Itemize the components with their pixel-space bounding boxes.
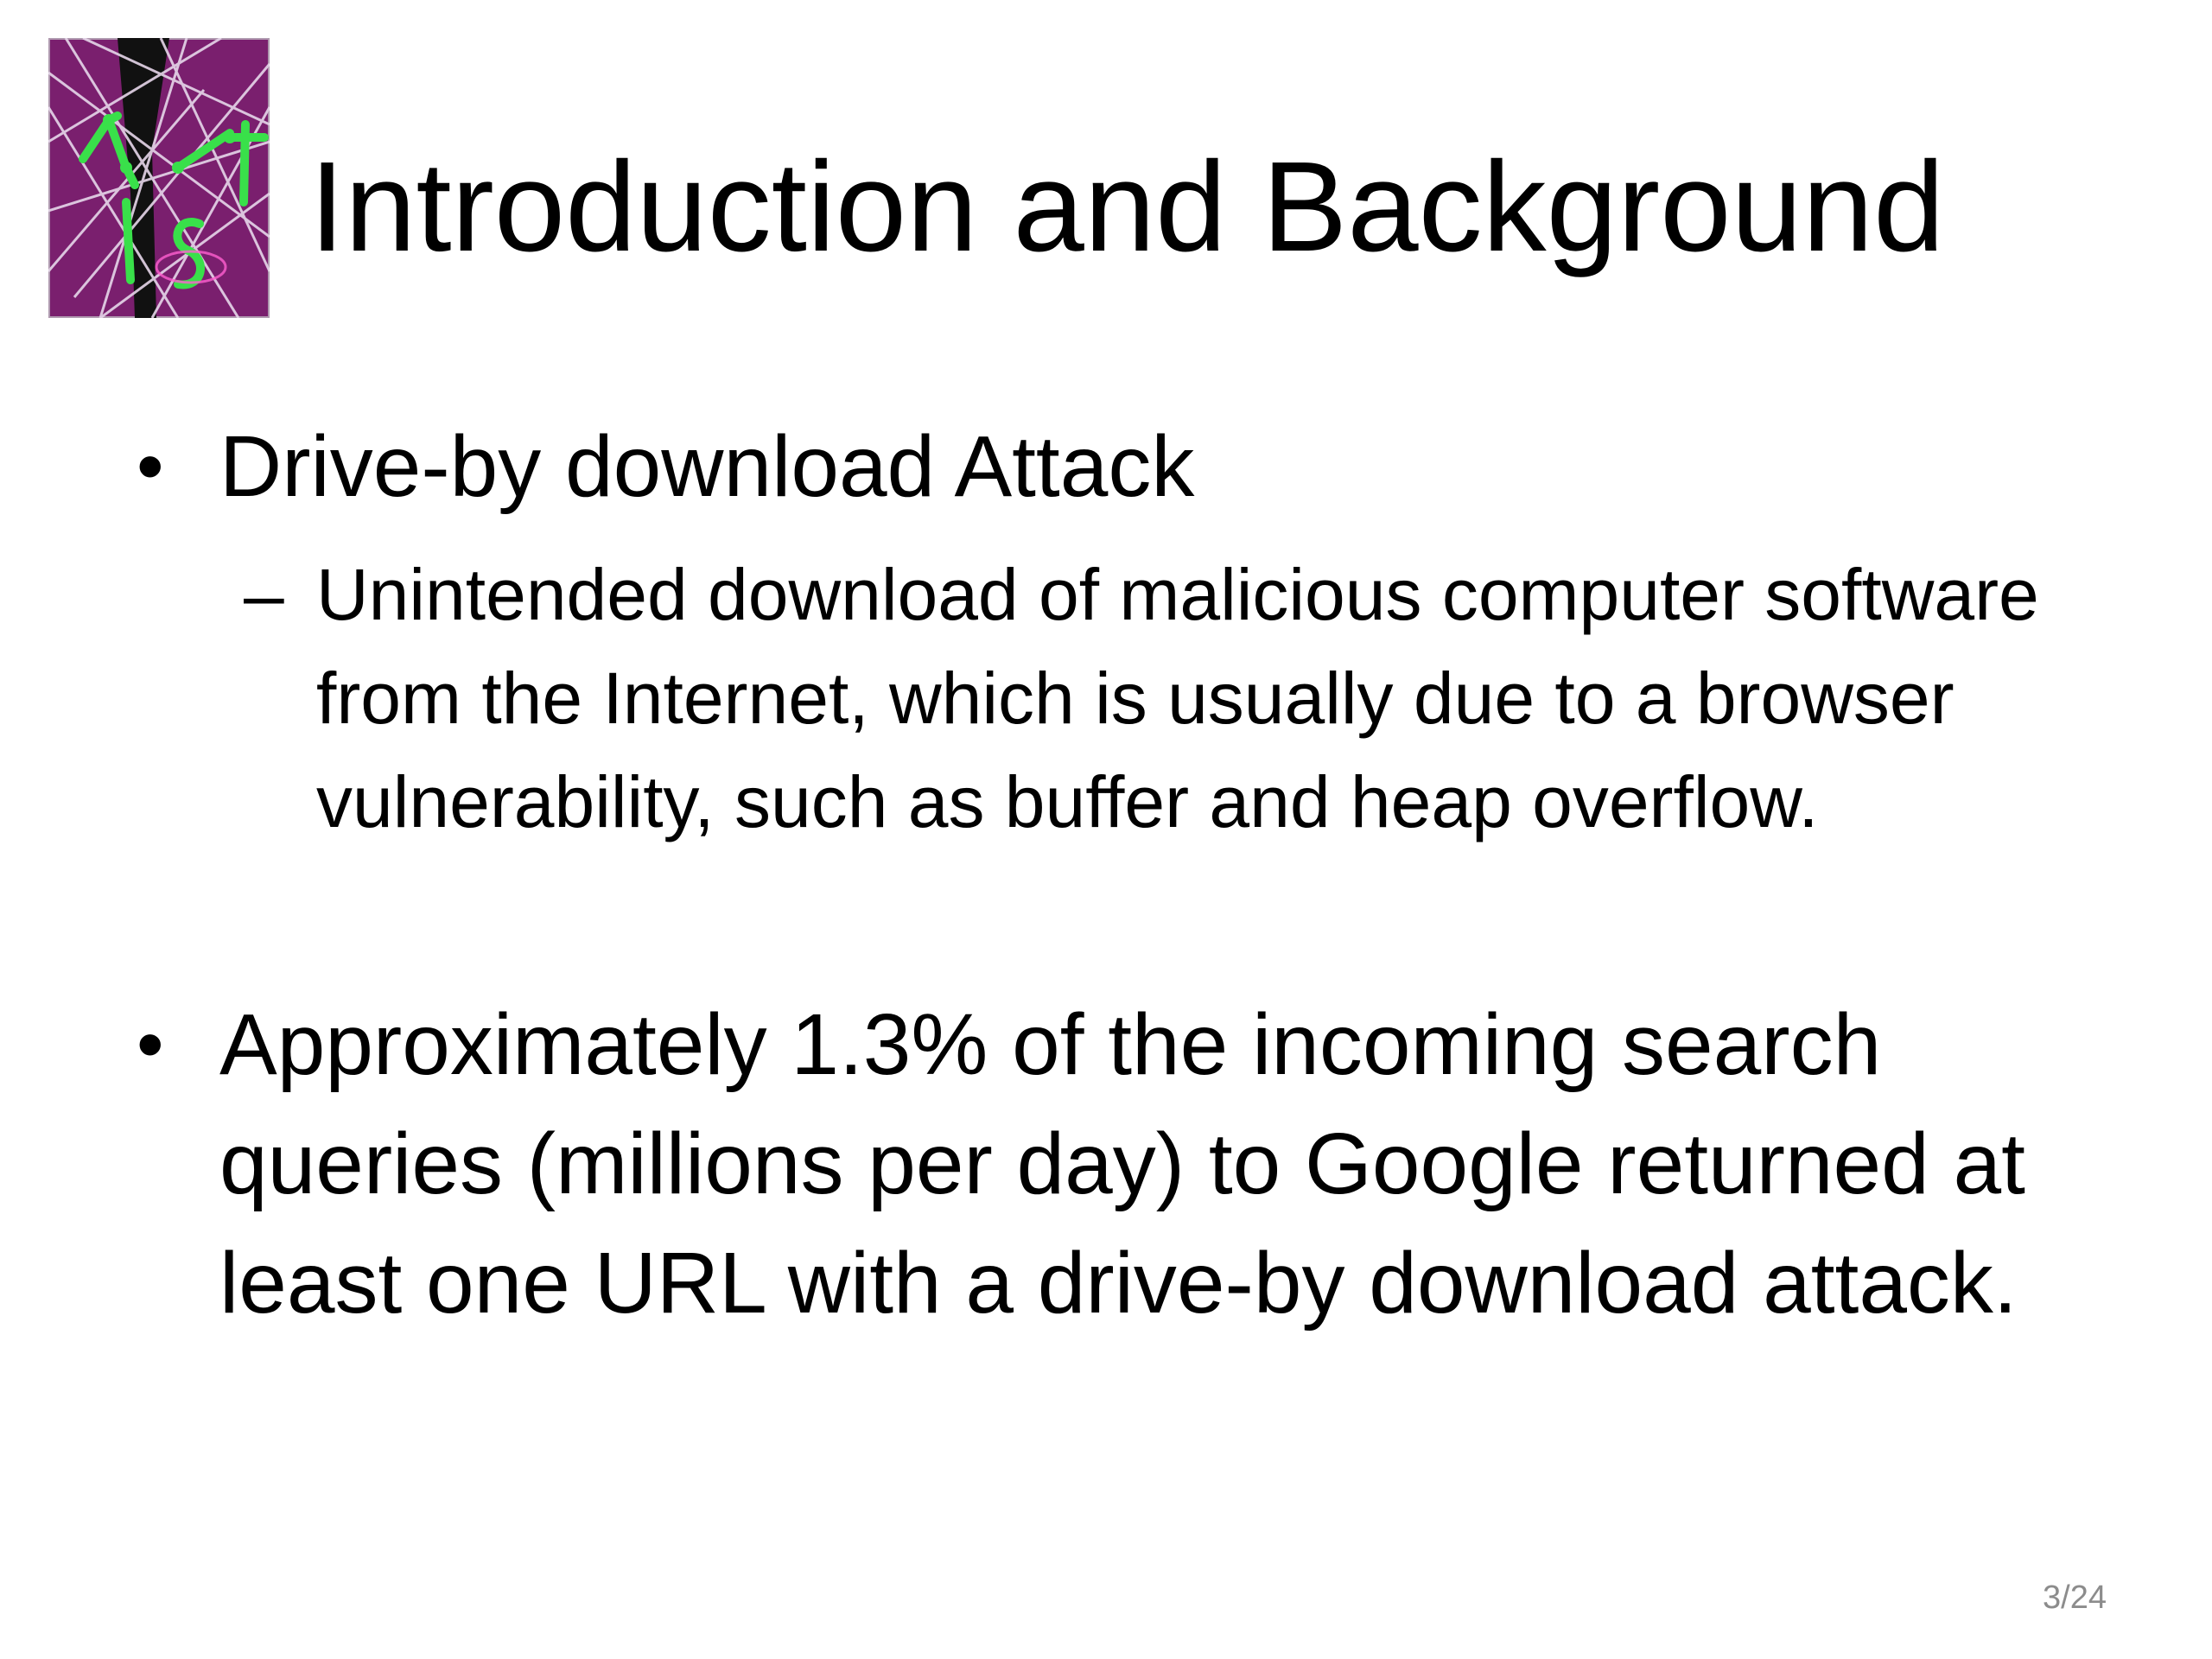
sub-bullet-marker: – (244, 554, 284, 635)
sub-bullet-text: Unintended download of malicious computer software from the Internet, which is usually due to a browser vulnerability, such as buffer and heap overflow. (316, 554, 2039, 842)
bullet-marker: • (137, 423, 164, 510)
bullet-marker: • (137, 1001, 164, 1088)
page-number: 3/24 (2043, 1580, 2107, 1616)
ist-logo (48, 38, 270, 318)
bullet-text: Approximately 1.3% of the incoming search queries (millions per day) to Google returned at least one URL with a drive-by download attack. (219, 996, 2025, 1332)
bullet-text: Drive-by download Attack (219, 418, 1195, 515)
ist-logo-graphic (48, 38, 270, 318)
slide-title: Introduction and Background (309, 136, 1945, 278)
